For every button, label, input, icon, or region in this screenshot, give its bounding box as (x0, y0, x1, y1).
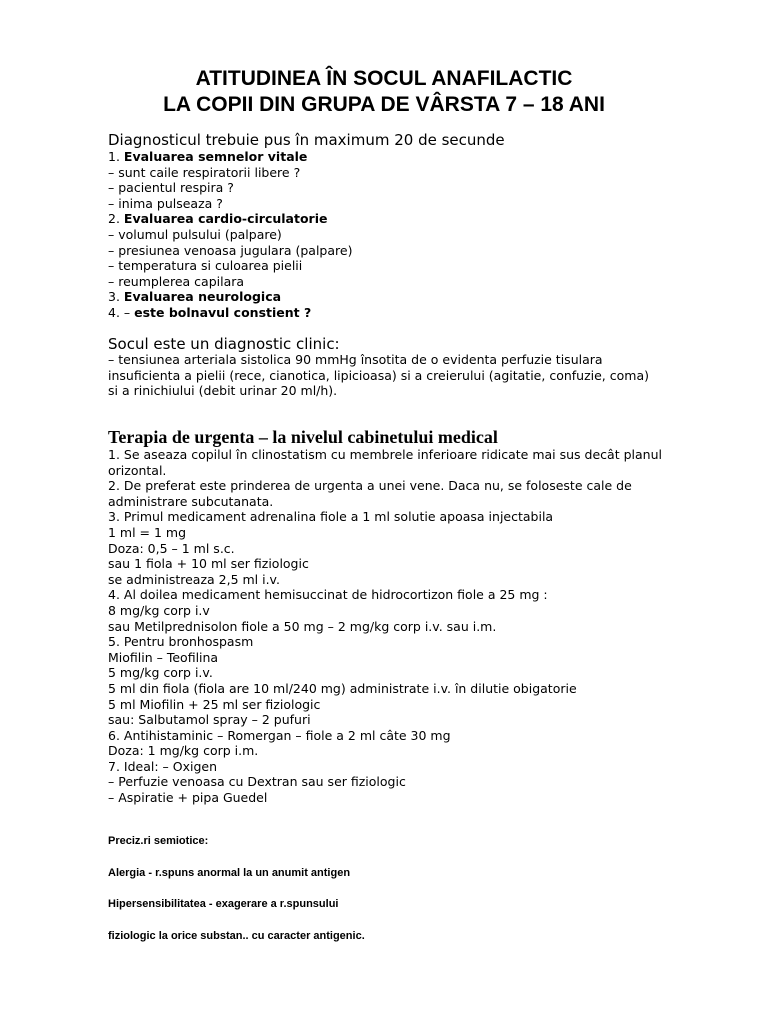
diagnostic-line: 4. – este bolnavul constient ? (108, 304, 312, 320)
notes-line: Alergia - r.spuns anormal la un anumit antigen (108, 867, 351, 879)
terapia-line: sau 1 fiola + 10 ml ser fiziologic (108, 556, 309, 572)
terapia-line: se administreaza 2,5 ml i.v. (108, 571, 280, 587)
terapia-line: Doza: 0,5 – 1 ml s.c. (108, 540, 235, 556)
terapia-line: 5 mg/kg corp i.v. (108, 665, 213, 681)
terapia-line: sau: Salbutamol spray – 2 pufuri (108, 712, 311, 728)
diagnostic-list (108, 149, 718, 321)
diagnostic-line: – volumul pulsului (palpare) (108, 226, 282, 242)
terapia-line: Doza: 1 mg/kg corp i.m. (108, 743, 259, 759)
document-title-line-2: LA COPII DIN GRUPA DE VÂRSTA 7 – 18 ANI (163, 93, 605, 116)
document-title-line-1: ATITUDINEA ÎN SOCUL ANAFILACTIC (195, 67, 573, 90)
terapia-line: – Perfuzie venoasa cu Dextran sau ser fiziologic (108, 774, 406, 790)
diagnostic-line: – inima pulseaza ? (108, 195, 223, 211)
terapia-line: sau Metilprednisolon fiole a 50 mg – 2 mg/kg corp i.v. sau i.m. (108, 618, 497, 634)
terapia-line: 2. De preferat este prinderea de urgenta a unei vene. Daca nu, se foloseste cale de (108, 478, 632, 494)
diagnostic-heading: Diagnosticul trebuie pus în maximum 20 de secunde (108, 131, 505, 149)
terapia-line: 1 ml = 1 mg (108, 524, 187, 540)
notes-heading: Preciz.ri semiotice: (108, 835, 209, 847)
diagnostic-line: 2. Evaluarea cardio-circulatorie (108, 211, 328, 227)
diagnostic-line: – sunt caile respiratorii libere ? (108, 164, 301, 180)
socul-heading: Socul este un diagnostic clinic: (108, 335, 340, 353)
socul-paragraph (108, 352, 718, 399)
terapia-line: 8 mg/kg corp i.v (108, 602, 210, 618)
socul-line: insuficienta a pielii (rece, cianotica, lipicioasa) si a creierului (agitatie, confuzie, coma) (108, 367, 649, 383)
terapia-line: 1. Se aseaza copilul în clinostatism cu membrele inferioare ridicate mai sus decât planul (108, 447, 662, 462)
terapia-line: 7. Ideal: – Oxigen (108, 758, 218, 774)
socul-line: si a rinichiului (debit urinar 20 ml/h). (108, 383, 338, 399)
terapia-line: 5 ml Miofilin + 25 ml ser fiziologic (108, 696, 321, 712)
terapia-heading: Terapia de urgenta – la nivelul cabinetului medical (108, 427, 498, 447)
terapia-line: – Aspiratie + pipa Guedel (108, 790, 268, 806)
diagnostic-line: 3. Evaluarea neurologica (108, 289, 282, 305)
terapia-line: 6. Antihistaminic – Romergan – fiole a 2 ml câte 30 mg (108, 727, 451, 743)
diagnostic-line: – reumplerea capilara (108, 273, 245, 289)
diagnostic-line: – temperatura si culoarea pielii (108, 258, 303, 274)
terapia-line: orizontal. (108, 462, 167, 478)
terapia-line: 3. Primul medicament adrenalina fiole a 1 ml solutie apoasa injectabila (108, 509, 554, 525)
terapia-line: Miofilin – Teofilina (108, 649, 219, 665)
diagnostic-line: – presiunea venoasa jugulara (palpare) (108, 242, 353, 258)
terapia-list (108, 447, 718, 806)
diagnostic-line: 1. Evaluarea semnelor vitale (108, 149, 308, 164)
socul-line: – tensiunea arteriala sistolica 90 mmHg însotita de o evidenta perfuzie tisulara (108, 352, 603, 367)
terapia-line: 4. Al doilea medicament hemisuccinat de hidrocortizon fiole a 25 mg : (108, 587, 548, 603)
notes-line: fiziologic la orice substan.. cu caracter antigenic. (108, 930, 365, 942)
terapia-line: 5. Pentru bronhospasm (108, 634, 254, 650)
terapia-line: administrare subcutanata. (108, 493, 274, 509)
diagnostic-line: – pacientul respira ? (108, 180, 234, 196)
terapia-line: 5 ml din fiola (fiola are 10 ml/240 mg) administrate i.v. în dilutie obigatorie (108, 680, 577, 696)
notes-line: Hipersensibilitatea - exagerare a r.spunsului (108, 898, 339, 910)
